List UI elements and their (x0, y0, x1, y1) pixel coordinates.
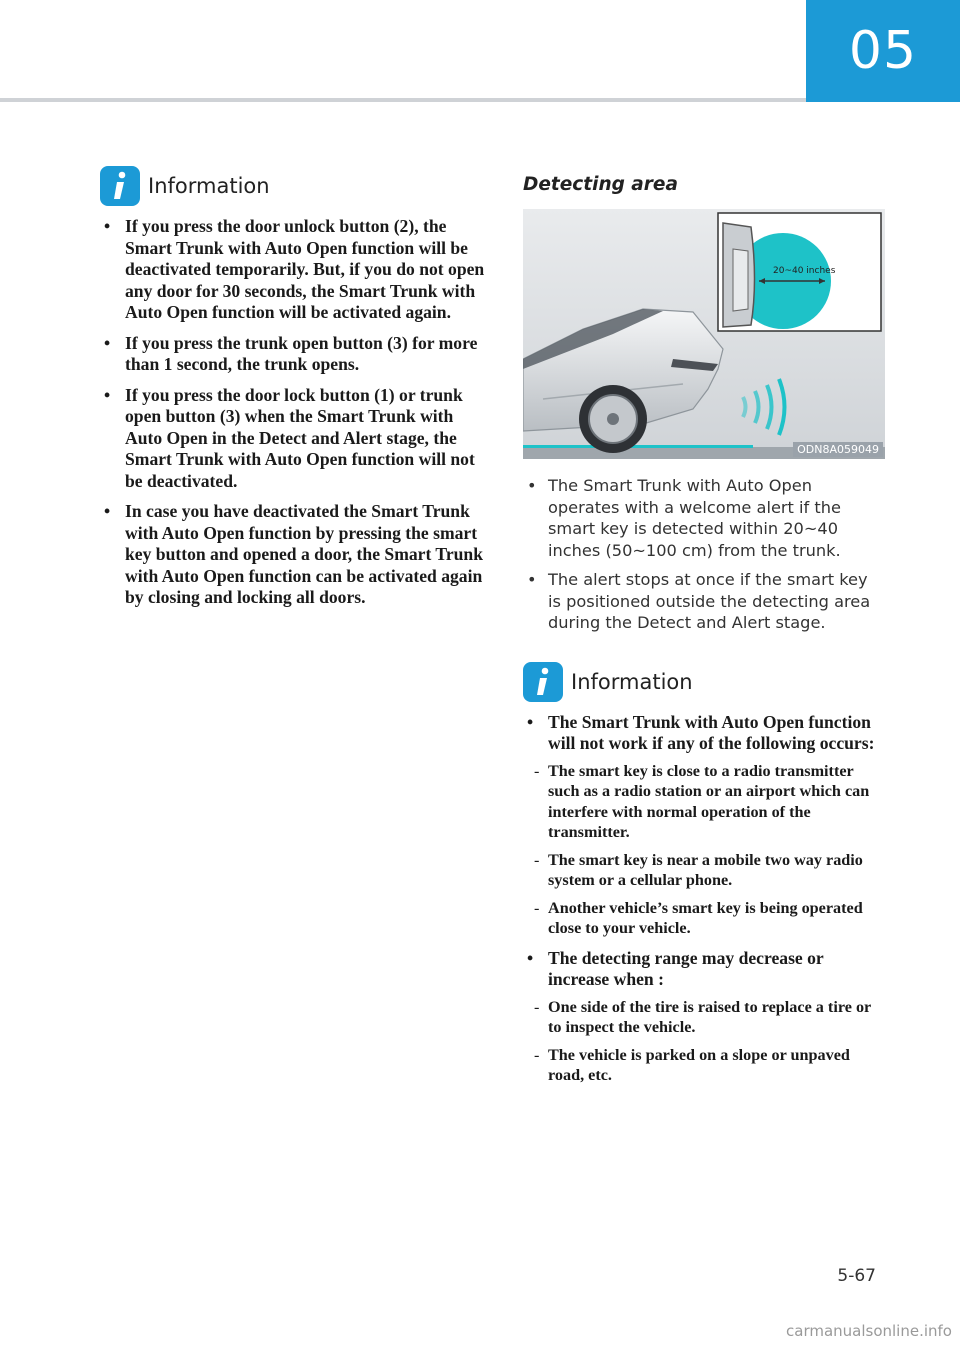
info-box (523, 662, 885, 1086)
sub-list-item: - One side of the tire is raised to replace a tire or to inspect the vehicle. (548, 997, 885, 1038)
info-icon (100, 166, 140, 206)
list-item: • The Smart Trunk with Auto Open operates with a welcome alert if the smart key is detected within 20~40 inches (50~100 cm) from the trunk. (523, 475, 885, 561)
info-heading (100, 166, 485, 206)
info-icon (523, 662, 563, 702)
info-list (523, 712, 885, 1086)
chapter-tab (806, 0, 960, 102)
list-item: • If you press the door unlock button (2), the Smart Trunk with Auto Open function will be deactivated temporarily. But, if you do not open any door for 30 seconds, the Smart Trunk with Auto Open function will be activated again. (100, 216, 485, 324)
list-item: • If you press the door lock button (1) or trunk open button (3) when the Smart Trunk with Auto Open in the Detect and Alert stage, the Smart Trunk with Auto Open function will not be deactivated. (100, 385, 485, 493)
list-item (523, 948, 885, 1086)
watermark: carmanualsonline.info (786, 1322, 952, 1340)
page-number: 5-67 (837, 1266, 876, 1286)
left-column (100, 166, 485, 618)
list-item: • In case you have deactivated the Smart Trunk with Auto Open function by pressing the smart key button and opened a door, the Smart Trunk with Auto Open function can be activated again by closing and locking all doors. (100, 501, 485, 609)
distance-label: 20~40 inches (773, 266, 836, 276)
chapter-number: 05 (848, 21, 918, 81)
info-title: Information (571, 669, 693, 694)
list-item (523, 712, 885, 939)
header-rule (0, 98, 806, 102)
detecting-area-figure (523, 209, 885, 459)
info-heading (523, 662, 885, 702)
detecting-list (523, 475, 885, 634)
figure-code: ODN8A059049 (793, 442, 883, 457)
sub-list-item: - The smart key is close to a radio transmitter such as a radio station or an airport which can interfere with normal operation of the transmitter. (548, 761, 885, 843)
sub-list (548, 997, 885, 1086)
info-list (100, 216, 485, 609)
car-illustration (523, 209, 885, 459)
sub-list-item: - The vehicle is parked on a slope or unpaved road, etc. (548, 1045, 885, 1086)
right-column (523, 166, 885, 1095)
list-item: • If you press the trunk open button (3) for more than 1 second, the trunk opens. (100, 333, 485, 376)
list-item-text: The detecting range may decrease or increase when : (548, 947, 824, 989)
list-item: • The alert stops at once if the smart key is positioned outside the detecting area during the Detect and Alert stage. (523, 569, 885, 634)
section-title: Detecting area (523, 174, 678, 195)
sub-list-item: - Another vehicle’s smart key is being operated close to your vehicle. (548, 898, 885, 939)
sub-list-item: - The smart key is near a mobile two way radio system or a cellular phone. (548, 850, 885, 891)
list-item-text: The Smart Trunk with Auto Open function will not work if any of the following occurs: (548, 711, 875, 753)
info-title: Information (148, 174, 270, 198)
sub-list (548, 761, 885, 939)
